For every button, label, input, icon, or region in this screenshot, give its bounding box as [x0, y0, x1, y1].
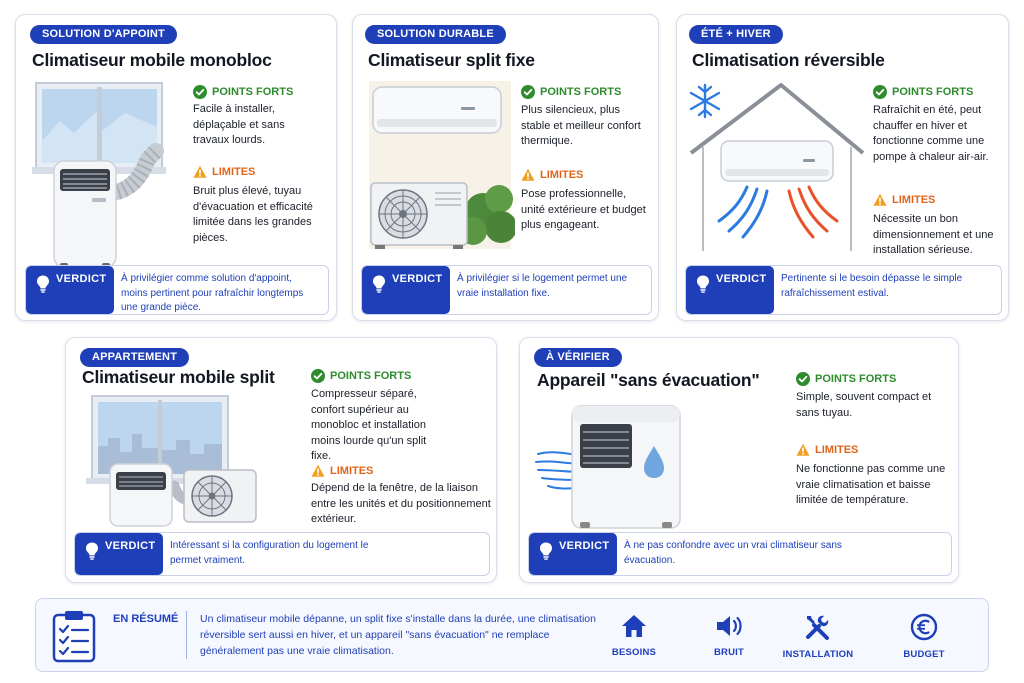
strengths-text: Facile à installer, déplaçable et sans travaux lourds.: [193, 103, 285, 146]
limits-heading: LIMITES: [521, 168, 583, 182]
limits-text: Pose professionnelle, unité extérieure et budget plus engageant.: [521, 188, 646, 231]
verdict-tag: VERDICT: [75, 533, 163, 575]
tools-icon: [804, 613, 832, 641]
limits-text: Dépend de la fenêtre, de la liaison entre les unités et du positionnement extérieur.: [311, 482, 491, 525]
card-badge: ÉTÉ + HIVER: [689, 25, 783, 44]
strengths-heading: POINTS FORTS: [521, 85, 621, 99]
snowflake-icon: [691, 85, 719, 117]
limits-heading: LIMITES: [796, 443, 858, 457]
warning-icon: [311, 464, 325, 478]
euro-icon: [910, 613, 938, 641]
criterion-installation: INSTALLATION: [773, 613, 863, 660]
limits-heading: LIMITES: [311, 464, 373, 478]
card-monobloc: [15, 14, 337, 321]
verdict-box: [74, 532, 490, 576]
verdict-text: À privilégier comme solution d'appoint, moins pertinent pour rafraîchir longtemps une grande pièce.: [121, 273, 304, 313]
verdict-text: Intéressant si la configuration du logement le permet vraiment.: [170, 540, 369, 566]
limits-text: Bruit plus élevé, tuyau d'évacuation et efficacité limitée dans les grandes pièces.: [193, 185, 313, 244]
check-icon: [193, 85, 207, 99]
verdict-text: À privilégier si le logement permet une vraie installation fixe.: [457, 273, 628, 299]
verdict-box: [25, 265, 329, 315]
criterion-budget: BUDGET: [879, 613, 969, 660]
card-badge: SOLUTION DURABLE: [365, 25, 506, 44]
criterion-bruit: BRUIT: [684, 613, 774, 658]
strengths-heading: POINTS FORTS: [193, 85, 293, 99]
strengths-heading: POINTS FORTS: [311, 369, 411, 383]
warning-icon: [873, 193, 887, 207]
limits-heading: LIMITES: [873, 193, 935, 207]
lightbulb-icon: [35, 274, 51, 294]
checklist-icon: [52, 609, 96, 663]
card-title: Climatiseur split fixe: [368, 50, 535, 70]
verdict-tag: VERDICT: [686, 266, 774, 314]
verdict-box: [528, 532, 952, 576]
summary-bar: [35, 598, 989, 672]
lightbulb-icon: [695, 274, 711, 294]
lightbulb-icon: [538, 541, 554, 561]
home-icon: [620, 613, 648, 639]
card-title: Climatiseur mobile monobloc: [32, 50, 272, 70]
limits-text: Ne fonctionne pas comme une vraie climatisation et baisse limitée de température.: [796, 463, 946, 506]
strengths-heading: POINTS FORTS: [873, 85, 973, 99]
limits-text: Nécessite un bon dimensionnement et une installation sérieuse.: [873, 213, 994, 256]
summary-title: EN RÉSUMÉ: [113, 613, 179, 625]
card-mobile-split: [65, 337, 497, 583]
verdict-text: Pertinente si le besoin dépasse le simple rafraîchissement estival.: [781, 273, 963, 299]
summary-text: Un climatiseur mobile dépanne, un split fixe s'installe dans la durée, une climatisation réversible sert aussi en hiver, et un appareil "sans évacuation" ne remplace généralement pas une vraie climatisation.: [200, 613, 596, 657]
verdict-tag: VERDICT: [362, 266, 450, 314]
warning-icon: [521, 168, 535, 182]
check-icon: [796, 372, 810, 386]
card-sans-evacuation: [519, 337, 959, 583]
card-badge: APPARTEMENT: [80, 348, 189, 367]
split-fixe-illustration: [365, 81, 515, 251]
sans-evacuation-illustration: [532, 402, 692, 532]
strengths-text: Simple, souvent compact et sans tuyau.: [796, 391, 932, 419]
card-title: Appareil "sans évacuation": [537, 370, 760, 390]
criterion-besoins: BESOINS: [589, 613, 679, 658]
lightbulb-icon: [371, 274, 387, 294]
verdict-box: [361, 265, 652, 315]
card-badge: À VÉRIFIER: [534, 348, 622, 367]
verdict-box: [685, 265, 1002, 315]
summary-divider: [186, 611, 187, 659]
strengths-text: Rafraîchit en été, peut chauffer en hiver et fonctionne comme une pompe à chaleur air-air.: [873, 104, 989, 163]
verdict-tag: VERDICT: [26, 266, 114, 314]
speaker-icon: [714, 613, 744, 639]
check-icon: [521, 85, 535, 99]
card-split-fixe: [352, 14, 659, 321]
check-icon: [873, 85, 887, 99]
reversible-illustration: [685, 81, 865, 251]
lightbulb-icon: [84, 541, 100, 561]
card-reversible: [676, 14, 1009, 321]
mobile-split-illustration: [80, 394, 298, 528]
warning-icon: [796, 443, 810, 457]
warning-icon: [193, 165, 207, 179]
limits-heading: LIMITES: [193, 165, 255, 179]
strengths-heading: POINTS FORTS: [796, 372, 896, 386]
card-title: Climatisation réversible: [692, 50, 885, 70]
strengths-text: Compresseur séparé, confort supérieur au monobloc et installation moins lourde qu'un split fixe.: [311, 388, 427, 462]
monobloc-illustration: [30, 81, 188, 271]
verdict-tag: VERDICT: [529, 533, 617, 575]
card-badge: SOLUTION D'APPOINT: [30, 25, 177, 44]
strengths-text: Plus silencieux, plus stable et meilleur confort thermique.: [521, 104, 641, 147]
check-icon: [311, 369, 325, 383]
verdict-text: À ne pas confondre avec un vrai climatiseur sans évacuation.: [624, 540, 842, 566]
card-title: Climatiseur mobile split: [82, 367, 275, 387]
